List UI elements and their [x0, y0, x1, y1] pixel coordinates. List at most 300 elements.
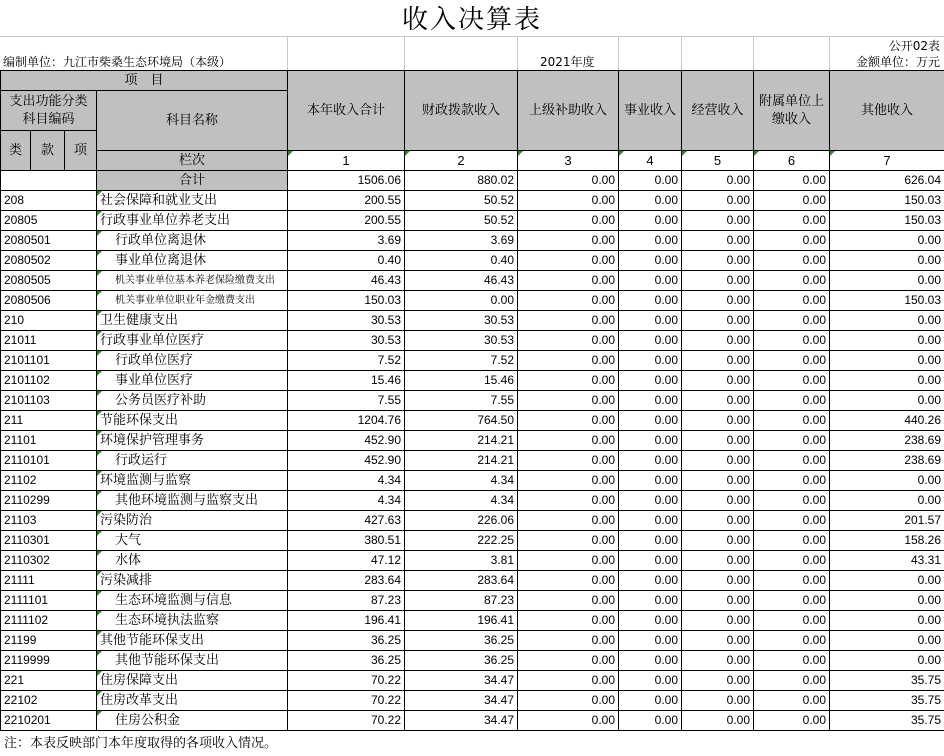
- row-value: 0.00: [830, 331, 944, 351]
- table-row: [1, 711, 944, 731]
- row-value: 0.00: [754, 371, 830, 391]
- row-value: 36.25: [405, 631, 518, 651]
- row-value: 0.00: [830, 351, 944, 371]
- row-code: 2110302: [1, 551, 97, 571]
- row-value: 0.00: [518, 651, 619, 671]
- row-value: 150.03: [830, 211, 944, 231]
- row-value: 35.75: [830, 691, 944, 711]
- row-value: 34.47: [405, 671, 518, 691]
- row-subject-name-text: 事业单位离退休: [115, 253, 207, 268]
- report-title: 收入决算表: [401, 5, 542, 35]
- row-value: 0.00: [619, 551, 682, 571]
- row-value: 0.00: [830, 611, 944, 631]
- total-value: 626.04: [830, 171, 944, 191]
- cell-flag-mark: [97, 231, 102, 236]
- column-number: 4: [619, 151, 682, 171]
- row-value: 70.22: [288, 711, 405, 731]
- row-value: 0.00: [405, 291, 518, 311]
- header-col-fiscal: 财政拨款收入: [405, 71, 518, 151]
- header-col-operating: 经营收入: [682, 71, 754, 151]
- row-value: 36.25: [288, 631, 405, 651]
- row-code: 2111102: [1, 611, 97, 631]
- table-row: [1, 511, 944, 531]
- row-value: 0.00: [619, 451, 682, 471]
- row-value: 3.69: [288, 231, 405, 251]
- header-col-total: 本年收入合计: [288, 71, 405, 151]
- table-row: [1, 311, 944, 331]
- cell-flag-mark: [97, 291, 102, 296]
- row-value: 47.12: [288, 551, 405, 571]
- row-value: 0.00: [754, 591, 830, 611]
- sheet-grid-line: [829, 36, 830, 70]
- row-value: 0.00: [682, 391, 754, 411]
- row-value: 0.00: [754, 711, 830, 731]
- total-value: 0.00: [619, 171, 682, 191]
- table-row: [1, 551, 944, 571]
- row-value: 0.00: [754, 391, 830, 411]
- table-row: [1, 691, 944, 711]
- row-subject-name-text: 污染减排: [100, 573, 153, 588]
- row-value: 0.00: [518, 571, 619, 591]
- table-row: [1, 271, 944, 291]
- row-subject-name-text: 其他环境监测与监察支出: [115, 493, 259, 508]
- row-subject-name: [97, 191, 288, 211]
- row-subject-name: [97, 531, 288, 551]
- row-subject-name-text: 生态环境监测与信息: [115, 593, 233, 608]
- row-value: 0.00: [830, 371, 944, 391]
- sheet-grid-line: [618, 36, 619, 70]
- row-value: 0.00: [518, 591, 619, 611]
- row-value: 764.50: [405, 411, 518, 431]
- row-subject-name: [97, 291, 288, 311]
- row-value: 0.00: [518, 351, 619, 371]
- row-value: 0.00: [754, 211, 830, 231]
- row-code: 2110299: [1, 491, 97, 511]
- row-value: 196.41: [288, 611, 405, 631]
- row-value: 0.00: [682, 491, 754, 511]
- header-item: 项 目: [1, 71, 288, 91]
- row-code: 208: [1, 191, 97, 211]
- row-value: 0.00: [682, 411, 754, 431]
- row-value: 0.00: [518, 511, 619, 531]
- row-value: 0.00: [754, 271, 830, 291]
- row-value: 0.00: [619, 511, 682, 531]
- row-value: 15.46: [288, 371, 405, 391]
- row-value: 0.00: [682, 211, 754, 231]
- table-row: [1, 591, 944, 611]
- row-subject-name: [97, 611, 288, 631]
- row-value: 0.00: [754, 291, 830, 311]
- cell-flag-mark: [97, 451, 102, 456]
- table-row: [1, 491, 944, 511]
- table-row: [1, 651, 944, 671]
- cell-flag-mark: [97, 711, 102, 716]
- row-value: 7.55: [288, 391, 405, 411]
- row-subject-name-text: 住房改革支出: [100, 693, 179, 708]
- row-value: 0.00: [754, 231, 830, 251]
- row-code: 21102: [1, 471, 97, 491]
- row-code: 2080506: [1, 291, 97, 311]
- row-code: 21011: [1, 331, 97, 351]
- row-value: 34.47: [405, 691, 518, 711]
- cell-flag-mark: [97, 651, 102, 656]
- cell-flag-mark: [97, 571, 102, 576]
- form-id: 公开02表: [888, 39, 940, 53]
- row-value: 0.00: [619, 471, 682, 491]
- row-value: 30.53: [405, 311, 518, 331]
- cell-flag-mark: [97, 511, 102, 516]
- row-subject-name-text: 环境保护管理事务: [100, 433, 205, 448]
- row-subject-name: [97, 211, 288, 231]
- sheet-grid-line: [0, 36, 944, 57]
- total-value: 0.00: [518, 171, 619, 191]
- row-value: 0.00: [682, 231, 754, 251]
- cell-flag-mark: [97, 431, 102, 436]
- row-subject-name: [97, 411, 288, 431]
- header-col-affiliated: 附属单位上缴收入: [754, 71, 830, 151]
- table-row: [1, 631, 944, 651]
- row-value: 452.90: [288, 451, 405, 471]
- row-subject-name-text: 机关事业单位基本养老保险缴费支出: [115, 275, 275, 286]
- row-value: 0.00: [682, 551, 754, 571]
- row-subject-name-text: 行政事业单位医疗: [100, 333, 205, 348]
- row-value: 0.00: [754, 551, 830, 571]
- row-value: 15.46: [405, 371, 518, 391]
- cell-flag-mark: [97, 671, 102, 676]
- cell-flag-mark: [97, 351, 102, 356]
- row-subject-name: [97, 711, 288, 731]
- row-value: 0.00: [518, 611, 619, 631]
- row-value: 0.00: [830, 591, 944, 611]
- row-value: 238.69: [830, 431, 944, 451]
- row-subject-name-text: 水体: [115, 553, 142, 568]
- row-value: 0.00: [754, 571, 830, 591]
- column-number: 3: [518, 151, 619, 171]
- cell-flag-mark: [97, 251, 102, 256]
- cell-flag-mark: [97, 331, 102, 336]
- header-col-business: 事业收入: [619, 71, 682, 151]
- row-value: 0.00: [754, 631, 830, 651]
- row-value: 0.00: [830, 271, 944, 291]
- row-subject-name: [97, 391, 288, 411]
- row-value: 150.03: [830, 191, 944, 211]
- table-row: [1, 291, 944, 311]
- row-value: 226.06: [405, 511, 518, 531]
- row-value: 0.00: [518, 251, 619, 271]
- row-code: 21103: [1, 511, 97, 531]
- row-code: 2101103: [1, 391, 97, 411]
- row-value: 0.00: [518, 551, 619, 571]
- row-value: 3.69: [405, 231, 518, 251]
- row-subject-name: [97, 311, 288, 331]
- amount-unit: 金额单位：万元: [855, 55, 940, 69]
- row-value: 34.47: [405, 711, 518, 731]
- cell-flag-mark: [97, 371, 102, 376]
- row-value: 158.26: [830, 531, 944, 551]
- column-number: 1: [288, 151, 405, 171]
- row-value: 0.00: [754, 251, 830, 271]
- total-code-cell: [1, 171, 97, 191]
- row-subject-name: [97, 691, 288, 711]
- row-code: 2110101: [1, 451, 97, 471]
- row-value: 0.00: [518, 631, 619, 651]
- total-value: 0.00: [754, 171, 830, 191]
- row-value: 0.00: [830, 491, 944, 511]
- row-subject-name: [97, 591, 288, 611]
- row-subject-name: [97, 451, 288, 471]
- row-value: 200.55: [288, 211, 405, 231]
- row-value: 0.00: [619, 431, 682, 451]
- cell-flag-mark: [97, 271, 102, 276]
- row-value: 0.00: [830, 391, 944, 411]
- row-value: 0.00: [754, 351, 830, 371]
- row-value: 0.00: [830, 231, 944, 251]
- total-value: 0.00: [682, 171, 754, 191]
- row-value: 43.31: [830, 551, 944, 571]
- row-subject-name-text: 行政单位离退休: [115, 233, 207, 248]
- row-value: 0.00: [518, 191, 619, 211]
- row-value: 35.75: [830, 671, 944, 691]
- header-col-superior: 上级补助收入: [518, 71, 619, 151]
- table-row: [1, 431, 944, 451]
- row-value: 0.00: [682, 311, 754, 331]
- row-value: 440.26: [830, 411, 944, 431]
- row-value: 0.00: [682, 631, 754, 651]
- row-value: 0.00: [682, 431, 754, 451]
- row-code: 2119999: [1, 651, 97, 671]
- row-value: 0.00: [518, 271, 619, 291]
- table-row: [1, 411, 944, 431]
- header-xiang: 项: [65, 131, 97, 171]
- row-value: 0.00: [682, 291, 754, 311]
- row-value: 0.00: [830, 311, 944, 331]
- row-subject-name: [97, 671, 288, 691]
- row-value: 0.00: [619, 251, 682, 271]
- row-value: 200.55: [288, 191, 405, 211]
- row-value: 452.90: [288, 431, 405, 451]
- row-subject-name: [97, 631, 288, 651]
- sheet-grid-line: [753, 36, 754, 70]
- row-code: 221: [1, 671, 97, 691]
- row-value: 150.03: [830, 291, 944, 311]
- row-value: 0.00: [518, 391, 619, 411]
- row-value: 0.00: [682, 691, 754, 711]
- row-value: 0.00: [518, 691, 619, 711]
- row-subject-name: [97, 351, 288, 371]
- row-value: 0.00: [619, 531, 682, 551]
- row-value: 0.00: [619, 271, 682, 291]
- row-value: 0.00: [682, 671, 754, 691]
- cell-flag-mark: [97, 551, 102, 556]
- cell-flag-mark: [97, 491, 102, 496]
- column-number: 6: [754, 151, 830, 171]
- row-code: 2111101: [1, 591, 97, 611]
- row-code: 22102: [1, 691, 97, 711]
- cell-flag-mark: [97, 631, 102, 636]
- row-subject-name-text: 环境监测与监察: [100, 473, 192, 488]
- row-value: 0.00: [754, 491, 830, 511]
- total-label: 合计: [97, 171, 288, 191]
- row-subject-name-text: 行政单位医疗: [115, 353, 194, 368]
- row-subject-name: [97, 551, 288, 571]
- row-subject-name: [97, 371, 288, 391]
- row-value: 87.23: [288, 591, 405, 611]
- row-value: 0.00: [754, 471, 830, 491]
- row-value: 0.00: [754, 451, 830, 471]
- header-subject-name: 科目名称: [97, 91, 288, 151]
- sheet-grid-line: [681, 36, 682, 70]
- row-value: 0.00: [830, 631, 944, 651]
- row-value: 7.55: [405, 391, 518, 411]
- row-value: 30.53: [288, 311, 405, 331]
- row-value: 0.00: [682, 591, 754, 611]
- row-value: 0.00: [619, 651, 682, 671]
- row-value: 0.00: [619, 231, 682, 251]
- row-value: 0.00: [619, 631, 682, 651]
- cell-flag-mark: [97, 311, 102, 316]
- row-value: 0.00: [619, 191, 682, 211]
- row-value: 0.00: [619, 491, 682, 511]
- row-value: 0.00: [682, 471, 754, 491]
- row-code: 2101101: [1, 351, 97, 371]
- table-row: [1, 531, 944, 551]
- row-value: 0.00: [754, 311, 830, 331]
- row-value: 0.00: [682, 511, 754, 531]
- row-value: 4.34: [288, 491, 405, 511]
- row-value: 35.75: [830, 711, 944, 731]
- total-value: 880.02: [405, 171, 518, 191]
- row-subject-name-text: 事业单位医疗: [115, 373, 194, 388]
- table-row: [1, 211, 944, 231]
- row-value: 283.64: [288, 571, 405, 591]
- row-subject-name-text: 社会保障和就业支出: [100, 193, 218, 208]
- row-value: 0.00: [754, 531, 830, 551]
- row-value: 0.00: [830, 471, 944, 491]
- row-value: 0.00: [518, 371, 619, 391]
- row-subject-name: [97, 571, 288, 591]
- table-row: [1, 611, 944, 631]
- row-value: 0.00: [619, 711, 682, 731]
- sheet-grid-line: [404, 36, 405, 70]
- row-value: 0.00: [518, 671, 619, 691]
- row-value: 7.52: [288, 351, 405, 371]
- row-value: 50.52: [405, 211, 518, 231]
- table-row: [1, 471, 944, 491]
- cell-flag-mark: [97, 531, 102, 536]
- row-value: 0.40: [405, 251, 518, 271]
- row-subject-name: [97, 251, 288, 271]
- row-subject-name-text: 卫生健康支出: [100, 313, 179, 328]
- row-value: 0.00: [518, 211, 619, 231]
- row-value: 283.64: [405, 571, 518, 591]
- table-row: [1, 331, 944, 351]
- column-number: 2: [405, 151, 518, 171]
- row-code: 20805: [1, 211, 97, 231]
- row-value: 36.25: [288, 651, 405, 671]
- cell-flag-mark: [97, 391, 102, 396]
- row-subject-name-text: 生态环境执法监察: [115, 613, 220, 628]
- row-value: 3.81: [405, 551, 518, 571]
- row-value: 0.00: [830, 651, 944, 671]
- row-subject-name: [97, 511, 288, 531]
- row-subject-name-text: 公务员医疗补助: [115, 393, 207, 408]
- row-value: 222.25: [405, 531, 518, 551]
- row-value: 0.00: [518, 451, 619, 471]
- row-value: 87.23: [405, 591, 518, 611]
- row-value: 0.00: [619, 331, 682, 351]
- row-value: 0.00: [830, 251, 944, 271]
- row-value: 0.00: [754, 431, 830, 451]
- row-value: 36.25: [405, 651, 518, 671]
- row-code: 2080501: [1, 231, 97, 251]
- row-value: 0.00: [682, 711, 754, 731]
- row-subject-name: [97, 331, 288, 351]
- sheet-grid-line: [517, 36, 518, 70]
- row-value: 7.52: [405, 351, 518, 371]
- table-row: [1, 371, 944, 391]
- row-value: 0.00: [682, 371, 754, 391]
- row-value: 214.21: [405, 431, 518, 451]
- row-code: 2080505: [1, 271, 97, 291]
- header-lanci: 栏次: [97, 151, 288, 171]
- table-row: [1, 231, 944, 251]
- row-code: 21111: [1, 571, 97, 591]
- header-func-code: 支出功能分类科目编码: [1, 91, 97, 131]
- fiscal-year: 2021年度: [540, 55, 595, 69]
- table-row: [1, 391, 944, 411]
- row-value: 0.00: [619, 371, 682, 391]
- row-value: 0.00: [518, 411, 619, 431]
- row-value: 0.00: [754, 511, 830, 531]
- row-value: 0.00: [518, 231, 619, 251]
- row-subject-name: [97, 431, 288, 451]
- row-value: 70.22: [288, 691, 405, 711]
- column-number: 5: [682, 151, 754, 171]
- row-value: 0.00: [754, 411, 830, 431]
- row-value: 0.00: [754, 611, 830, 631]
- row-value: 0.00: [682, 611, 754, 631]
- row-value: 0.40: [288, 251, 405, 271]
- row-value: 0.00: [518, 491, 619, 511]
- row-value: 0.00: [619, 311, 682, 331]
- row-value: 46.43: [288, 271, 405, 291]
- row-value: 0.00: [682, 331, 754, 351]
- income-table: [0, 70, 944, 731]
- total-value: 1506.06: [288, 171, 405, 191]
- row-value: 0.00: [682, 451, 754, 471]
- row-value: 30.53: [405, 331, 518, 351]
- row-value: 201.57: [830, 511, 944, 531]
- row-value: 0.00: [518, 291, 619, 311]
- header-col-other: 其他收入: [830, 71, 944, 151]
- row-value: 0.00: [619, 211, 682, 231]
- row-subject-name-text: 住房公积金: [115, 713, 181, 728]
- row-value: 380.51: [288, 531, 405, 551]
- row-value: 214.21: [405, 451, 518, 471]
- row-subject-name: [97, 651, 288, 671]
- column-number: 7: [830, 151, 944, 171]
- row-subject-name-text: 其他节能环保支出: [115, 653, 220, 668]
- table-row: [1, 251, 944, 271]
- cell-flag-mark: [97, 471, 102, 476]
- header-kuan: 款: [31, 131, 65, 171]
- row-subject-name-text: 大气: [115, 533, 142, 548]
- row-value: 0.00: [682, 251, 754, 271]
- row-code: 2080502: [1, 251, 97, 271]
- row-subject-name-text: 机关事业单位职业年金缴费支出: [115, 295, 255, 306]
- row-value: 0.00: [682, 191, 754, 211]
- row-value: 0.00: [754, 671, 830, 691]
